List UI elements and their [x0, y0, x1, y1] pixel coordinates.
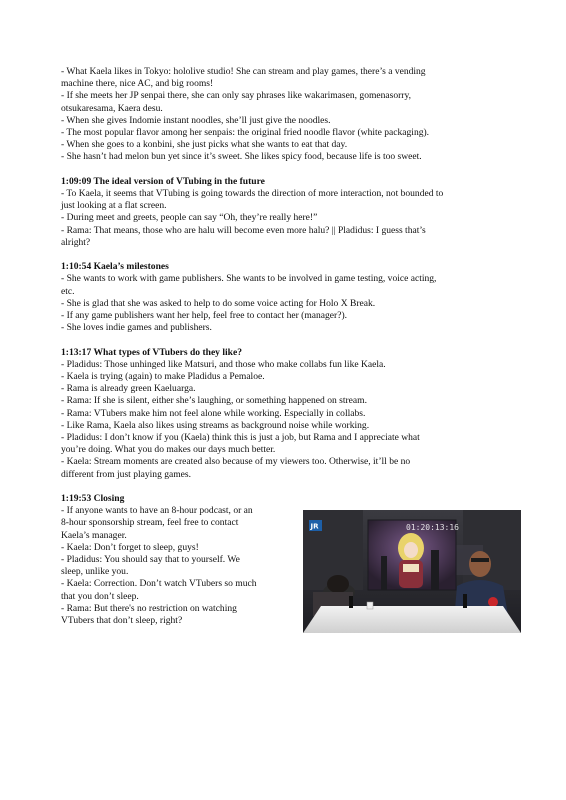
body-line: - The most popular flavor among her senpais: the original fried noodle flavor (white packaging).	[61, 127, 430, 139]
body-line: - What Kaela likes in Tokyo: hololive studio! She can stream and play games, there’s a vending	[61, 66, 426, 77]
body-line: - Kaela: Correction. Don’t watch VTubers so much	[61, 578, 257, 590]
body-line: just looking at a flat screen.	[61, 200, 167, 212]
body-line: - Rama: But there's no restriction on watching	[61, 602, 237, 614]
body-line: - Rama is already green Kaeluarga.	[61, 383, 196, 395]
section-future	[61, 176, 514, 249]
body-line: VTubers that don’t sleep, right?	[61, 615, 183, 627]
body-line: - She hasn’t had melon bun yet since it’s sweet. She likes spicy food, because life is too sweet.	[61, 151, 422, 163]
body-line: - Pladidus: You should say that to yourself. We	[61, 554, 240, 566]
body-line: Kaela’s manager.	[61, 529, 127, 541]
body-line: - Rama: VTubers make him not feel alone while working. Especially in collabs.	[61, 407, 366, 419]
body-line: - If any game publishers want her help, feel free to contact her (manager?).	[61, 310, 348, 322]
stream-clock-text: 01:20:13:16	[406, 523, 459, 533]
body-line: alright?	[61, 236, 91, 248]
body-line: different from just playing games.	[61, 468, 192, 480]
section-heading: 1:19:53 Closing	[61, 493, 125, 505]
body-line: - Pladidus: Those unhinged like Matsuri, and those who make collabs fun like Kaela.	[61, 358, 386, 370]
body-line: - To Kaela, it seems that VTubing is going towards the direction of more interaction, not bounded to	[61, 188, 444, 200]
section-heading: 1:09:09 The ideal version of VTubing in the future	[61, 175, 265, 187]
intro-section	[61, 66, 514, 164]
body-line: - Kaela: Don’t forget to sleep, guys!	[61, 541, 199, 553]
body-line: - Like Rama, Kaela also likes using streams as background noise while working.	[61, 419, 370, 431]
body-line: - When she goes to a konbini, she just picks what she wants to eat that day.	[61, 139, 348, 151]
body-line: - During meet and greets, people can say “Oh, they’re really here!”	[61, 212, 318, 224]
body-line: otsukaresama, Kaera desu.	[61, 102, 163, 114]
section-vtuber-types	[61, 347, 514, 481]
section-closing	[61, 493, 514, 627]
body-line: - If anyone wants to have an 8-hour podcast, or an	[61, 505, 253, 517]
body-line: - Pladidus: I don’t know if you (Kaela) think this is just a job, but Rama and I appreciate what	[61, 432, 420, 444]
body-line: - If she meets her JP senpai there, she can only say phrases like wakarimasen, gomenasorry,	[61, 90, 412, 102]
body-line: that you don’t sleep.	[61, 590, 139, 602]
body-line: - She wants to work with game publishers. She wants to be involved in game testing, voice acting,	[61, 273, 437, 285]
body-line: - Kaela: Stream moments are created also because of my viewers too. Otherwise, it’ll be no	[61, 456, 411, 468]
body-line: - Kaela is trying (again) to make Pladidus a Pemaloe.	[61, 371, 265, 383]
section-heading: 1:10:54 Kaela’s milestones	[61, 261, 169, 273]
channel-logo: JR	[310, 522, 319, 531]
section-milestones	[61, 261, 514, 334]
section-heading: 1:13:17 What types of VTubers do they like?	[61, 346, 242, 358]
body-line: machine there, nice AC, and big rooms!	[61, 78, 214, 90]
body-line: 8-hour sponsorship stream, feel free to contact	[61, 517, 239, 529]
body-line: - She is glad that she was asked to help to do some voice acting for Holo X Break.	[61, 297, 376, 309]
body-line: you’re doing. What you do makes our days much better.	[61, 444, 276, 456]
body-line: - Rama: If she is silent, either she’s laughing, or something happened on stream.	[61, 395, 367, 407]
body-line: - When she gives Indomie instant noodles, she’ll just give the noodles.	[61, 114, 331, 126]
body-line: etc.	[61, 285, 75, 297]
body-line: - Rama: That means, those who are halu will become even more halu? || Pladidus: I guess that’s	[61, 224, 426, 236]
body-line: - She loves indie games and publishers.	[61, 322, 212, 334]
body-line: sleep, unlike you.	[61, 566, 129, 578]
stream-screenshot-photo	[303, 510, 521, 633]
